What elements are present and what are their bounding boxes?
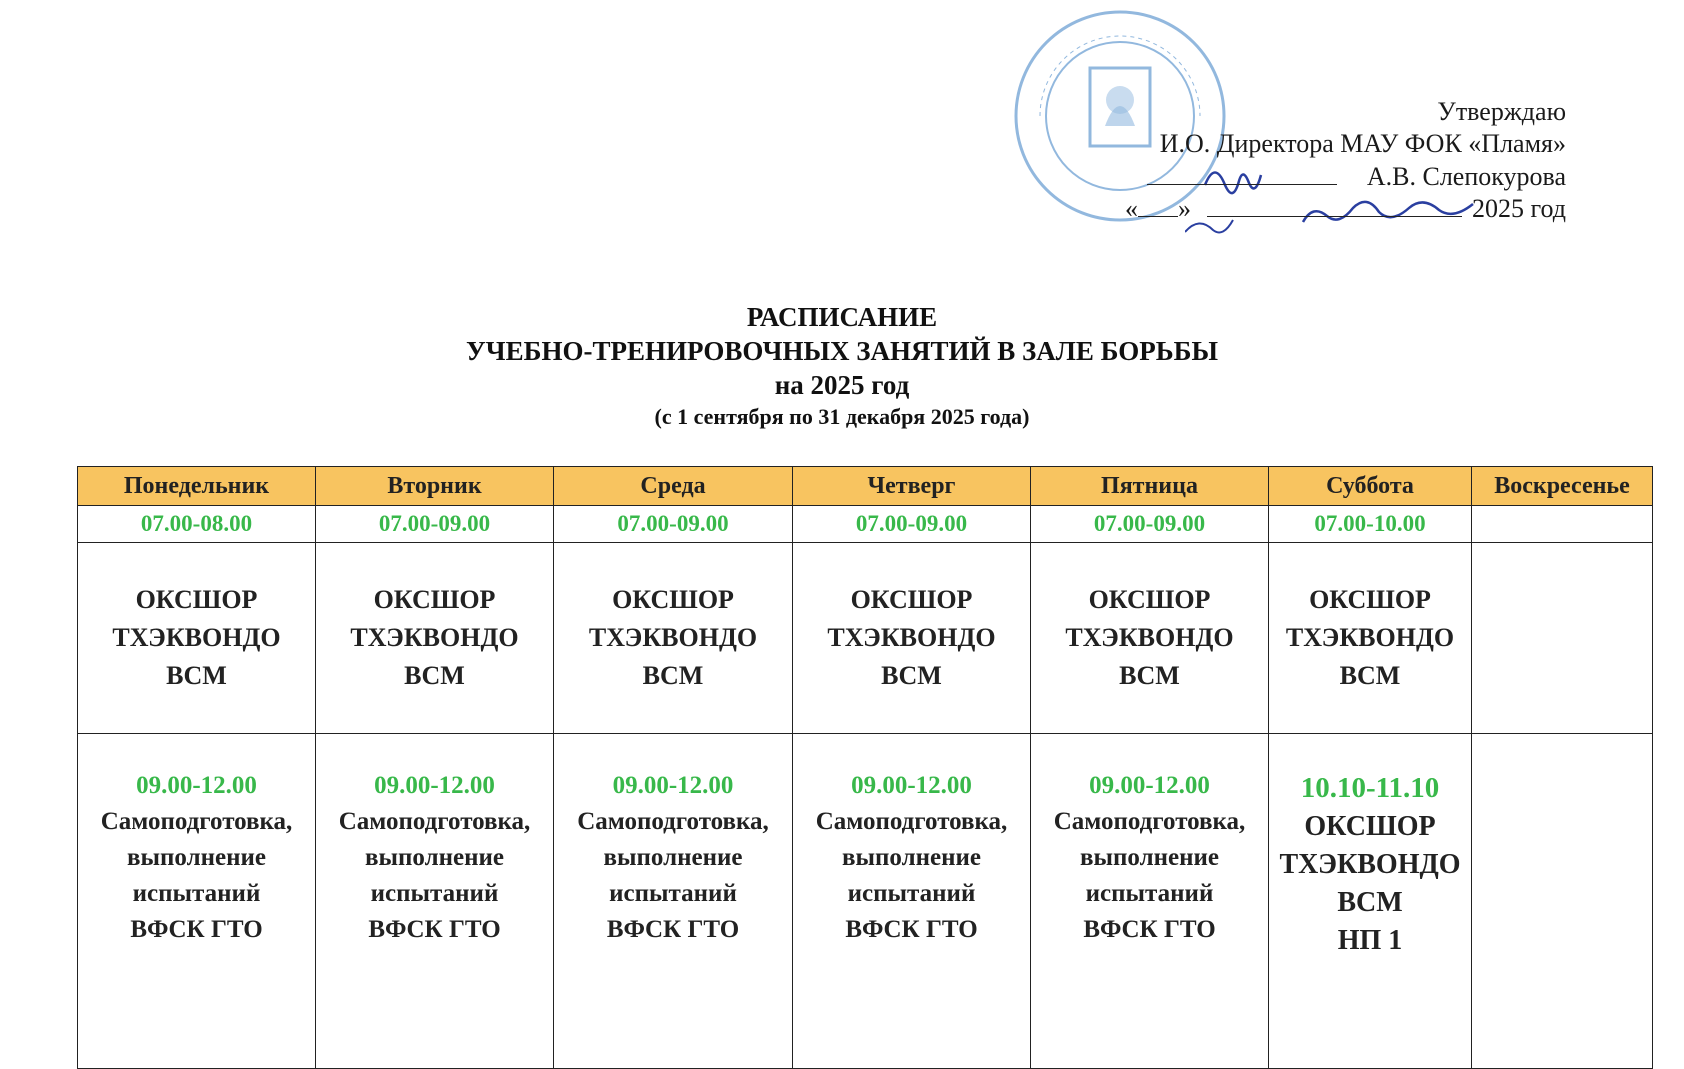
approval-signer-line <box>1125 160 1566 193</box>
session-cell <box>1031 734 1269 1069</box>
session-line: Самоподготовка, <box>100 808 293 835</box>
session-line: ВФСК ГТО <box>130 916 263 943</box>
group-line: ТХЭКВОНДО <box>1285 623 1455 652</box>
day-header: Среда <box>554 467 793 506</box>
session-line: Самоподготовка, <box>815 808 1008 835</box>
session-time: 10.10-11.10 <box>1300 772 1440 804</box>
approval-position: И.О. Директора МАУ ФОК «Пламя» <box>1159 129 1566 158</box>
group-line: ОКСШОР <box>612 585 734 614</box>
session-line: испытаний <box>847 880 976 907</box>
group-line: ВСМ <box>1119 661 1180 690</box>
session-cell <box>793 734 1031 1069</box>
session-cell <box>78 734 316 1069</box>
group-line: ОКСШОР <box>1309 585 1431 614</box>
date-year: 2025 год <box>1472 194 1566 223</box>
time-row <box>78 506 1653 543</box>
session-line: испытаний <box>370 880 499 907</box>
group-line: ТХЭКВОНДО <box>350 623 519 652</box>
session-line: Самоподготовка, <box>577 808 769 835</box>
session-line: выполнение <box>603 844 743 871</box>
document-title <box>0 300 1684 432</box>
session-cell <box>1269 734 1472 1069</box>
session-line: ВФСК ГТО <box>845 916 978 943</box>
session-line: ВФСК ГТО <box>606 916 740 943</box>
date-quote-open: « <box>1125 194 1138 223</box>
day-header: Понедельник <box>78 467 316 506</box>
session-line: выполнение <box>364 844 505 871</box>
header-row <box>78 467 1653 506</box>
session-line: испытаний <box>609 880 737 907</box>
session-line: выполнение <box>1079 844 1220 871</box>
group-cell <box>78 543 316 734</box>
signature-blank <box>1147 160 1337 185</box>
group-cell <box>316 543 554 734</box>
group-cell <box>793 543 1031 734</box>
session-row <box>78 734 1653 1069</box>
session-cell <box>1472 734 1653 1069</box>
group-line: ВСМ <box>1339 661 1401 690</box>
day-header: Пятница <box>1031 467 1269 506</box>
session-line: Самоподготовка, <box>338 808 531 835</box>
group-cell <box>1269 543 1472 734</box>
group-cell <box>1472 543 1653 734</box>
group-line: ТХЭКВОНДО <box>588 623 758 652</box>
approval-signer-name: А.В. Слепокурова <box>1366 162 1566 191</box>
day-header: Воскресенье <box>1472 467 1653 506</box>
session-line: ОКСШОР <box>1304 811 1436 842</box>
time-cell: 07.00-10.00 <box>1269 506 1472 543</box>
group-line: ОКСШОР <box>373 585 496 614</box>
group-line: ОКСШОР <box>1088 585 1211 614</box>
group-line: ВСМ <box>881 661 942 690</box>
group-cell <box>1031 543 1269 734</box>
time-cell: 07.00-08.00 <box>78 506 316 543</box>
title-line-3: на 2025 год <box>774 370 910 400</box>
session-line: ВФСК ГТО <box>1083 916 1216 943</box>
session-line: выполнение <box>841 844 982 871</box>
session-line: НП 1 <box>1337 925 1403 956</box>
group-line: ТХЭКВОНДО <box>112 623 281 652</box>
session-line: испытаний <box>1085 880 1214 907</box>
day-header: Вторник <box>316 467 554 506</box>
session-line: испытаний <box>132 880 261 907</box>
date-quote-close: » <box>1178 194 1191 223</box>
session-line: выполнение <box>126 844 267 871</box>
title-line-1: РАСПИСАНИЕ <box>746 302 938 332</box>
session-time: 09.00-12.00 <box>1089 772 1210 799</box>
session-time: 09.00-12.00 <box>136 772 257 799</box>
day-header: Суббота <box>1269 467 1472 506</box>
session-line: ВСМ <box>1337 887 1403 918</box>
day-header: Четверг <box>793 467 1031 506</box>
time-cell: 07.00-09.00 <box>1031 506 1269 543</box>
approval-heading: Утверждаю <box>1437 97 1566 126</box>
session-time: 09.00-12.00 <box>612 772 734 799</box>
approval-date-line <box>1125 193 1566 225</box>
group-line: ВСМ <box>166 661 227 690</box>
date-day-blank <box>1138 194 1178 217</box>
group-line: ВСМ <box>642 661 704 690</box>
session-cell <box>316 734 554 1069</box>
session-line: ТХЭКВОНДО <box>1279 849 1461 880</box>
time-cell: 07.00-09.00 <box>316 506 554 543</box>
group-line: ТХЭКВОНДО <box>827 623 996 652</box>
time-cell: 07.00-09.00 <box>554 506 793 543</box>
group-line: ОКСШОР <box>850 585 973 614</box>
schedule-table <box>77 466 1653 1069</box>
group-row <box>78 543 1653 734</box>
approval-block <box>1125 96 1566 225</box>
title-line-2: УЧЕБНО-ТРЕНИРОВОЧНЫХ ЗАНЯТИЙ В ЗАЛЕ БОРЬБЫ <box>465 336 1219 366</box>
time-cell <box>1472 506 1653 543</box>
group-cell <box>554 543 793 734</box>
session-time: 09.00-12.00 <box>374 772 495 799</box>
session-cell <box>554 734 793 1069</box>
group-line: ТХЭКВОНДО <box>1065 623 1234 652</box>
session-time: 09.00-12.00 <box>851 772 972 799</box>
session-line: ВФСК ГТО <box>368 916 501 943</box>
group-line: ОКСШОР <box>135 585 258 614</box>
time-cell: 07.00-09.00 <box>793 506 1031 543</box>
session-line: Самоподготовка, <box>1053 808 1246 835</box>
title-period: (с 1 сентября по 31 декабря 2025 года) <box>654 404 1030 429</box>
date-month-blank <box>1207 194 1462 217</box>
group-line: ВСМ <box>404 661 465 690</box>
